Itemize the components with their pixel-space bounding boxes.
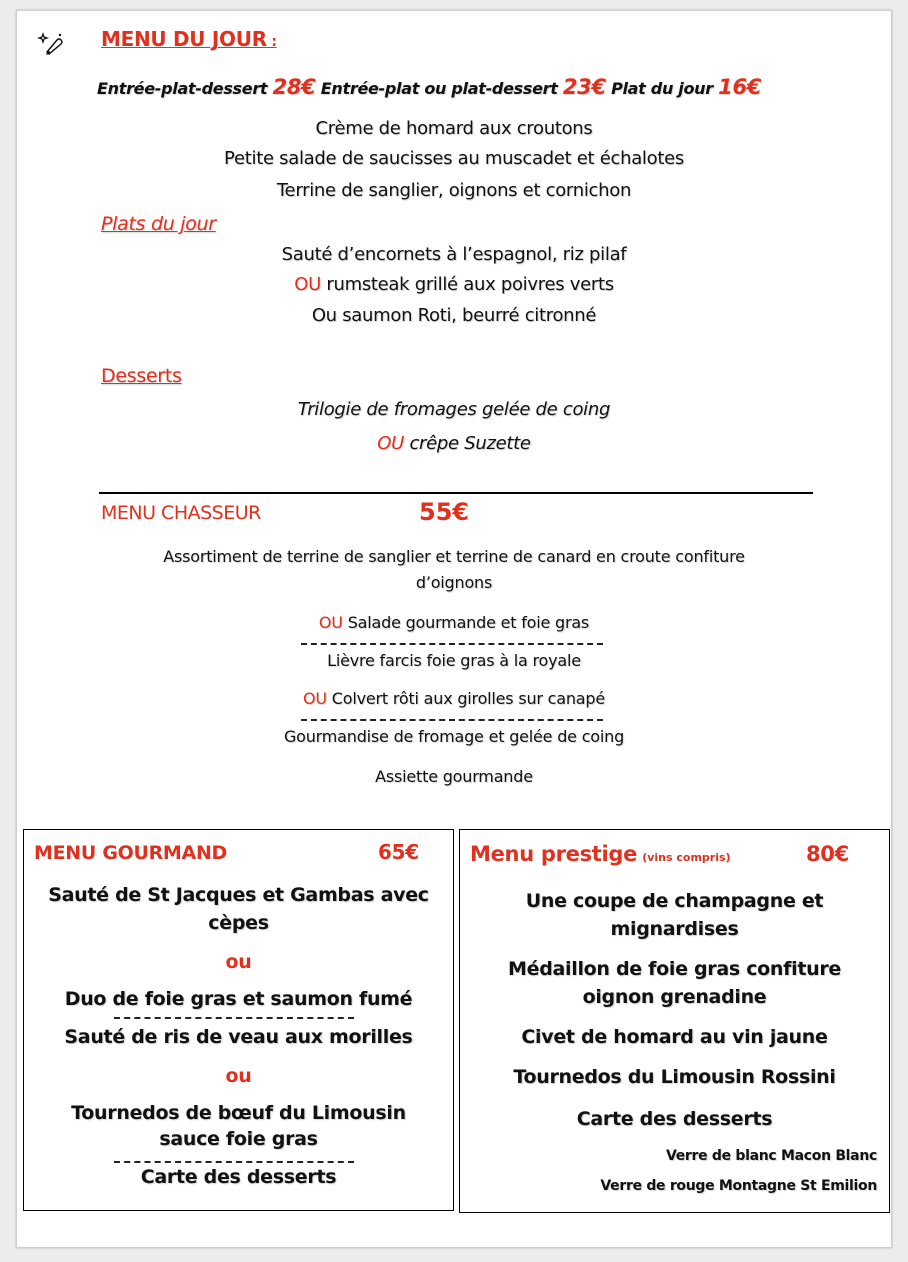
chasseur-line-5 bbox=[17, 689, 891, 708]
prestige-line-1: Une coupe de champagne et bbox=[525, 890, 824, 912]
prestige-line-2: Médaillon de foie gras confiture bbox=[508, 958, 841, 980]
menu-du-jour-title-text: MENU DU JOUR bbox=[101, 27, 267, 51]
formula-2-label: Entrée-plat ou plat-dessert bbox=[320, 79, 558, 98]
menu-chasseur-price: 55€ bbox=[419, 498, 470, 526]
menu-du-jour-title bbox=[101, 27, 277, 51]
menu-du-jour-title-suffix: : bbox=[266, 34, 277, 50]
plat-2 bbox=[17, 274, 891, 295]
chasseur-line-1: Assortiment de terrine de sanglier et terrine de canard en croute confiture bbox=[163, 547, 745, 566]
entree-1: Crème de homard aux croutons bbox=[315, 118, 593, 139]
prestige-line-5: Carte des desserts bbox=[576, 1108, 773, 1130]
gourmand-line-1: Sauté de St Jacques et Gambas avec bbox=[48, 884, 429, 906]
plat-3: Ou saumon Roti, beurré citronné bbox=[311, 305, 597, 326]
chasseur-line-3 bbox=[17, 613, 891, 632]
entree-2: Petite salade de saucisses au muscadet et échalotes bbox=[224, 148, 684, 169]
magic-wand-sparkle-icon[interactable] bbox=[37, 31, 65, 59]
gourmand-line-4: Tournedos de bœuf du Limousin bbox=[71, 1102, 406, 1124]
gourmand-line-5: Carte des desserts bbox=[140, 1166, 337, 1188]
plat-2-text: rumsteak grillé aux poivres verts bbox=[320, 274, 614, 295]
dessert-2-text: crêpe Suzette bbox=[404, 433, 531, 454]
menu-prestige-heading bbox=[470, 842, 731, 866]
menu-chasseur-title: MENU CHASSEUR bbox=[101, 502, 261, 524]
formula-3-label: Plat du jour bbox=[611, 79, 713, 98]
prestige-line-3: Civet de homard au vin jaune bbox=[521, 1026, 828, 1048]
gourmand-dashed-divider-1 bbox=[114, 1017, 354, 1019]
menu-prestige-box bbox=[459, 829, 890, 1213]
menu-prestige-title: Menu prestige bbox=[470, 842, 638, 866]
formula-1-price: 28€ bbox=[272, 75, 316, 99]
menu-prestige-price: 80€ bbox=[806, 842, 849, 866]
menu-prestige-note: (vins compris) bbox=[642, 851, 731, 864]
prestige-line-1b: mignardises bbox=[610, 918, 739, 940]
chasseur-dashed-divider-2 bbox=[301, 719, 603, 721]
menu-gourmand-box bbox=[23, 829, 454, 1211]
prestige-wine-1: Verre de blanc Macon Blanc bbox=[665, 1148, 877, 1164]
dessert-2 bbox=[17, 433, 891, 454]
plats-du-jour-heading: Plats du jour bbox=[101, 213, 216, 235]
gourmand-dashed-divider-2 bbox=[114, 1161, 354, 1163]
dessert-1: Trilogie de fromages gelée de coing bbox=[297, 399, 611, 420]
entree-3: Terrine de sanglier, oignons et cornichon bbox=[276, 180, 632, 201]
section-divider bbox=[99, 492, 813, 494]
gourmand-ou-2: ou bbox=[225, 1065, 252, 1087]
gourmand-ou-1: ou bbox=[225, 951, 252, 973]
dessert-2-ou: OU bbox=[377, 433, 405, 454]
prestige-wine-2: Verre de rouge Montagne St Emilion bbox=[600, 1178, 877, 1194]
chasseur-line-3-text: Salade gourmande et foie gras bbox=[342, 613, 590, 632]
menu-du-jour-prices bbox=[97, 75, 857, 99]
prestige-line-4: Tournedos du Limousin Rossini bbox=[513, 1066, 836, 1088]
chasseur-line-7: Assiette gourmande bbox=[375, 767, 533, 786]
plat-1: Sauté d’encornets à l’espagnol, riz pilaf bbox=[281, 244, 627, 265]
chasseur-ou-2: OU bbox=[302, 689, 327, 708]
menu-page bbox=[16, 10, 892, 1248]
gourmand-line-1b: cèpes bbox=[208, 912, 269, 934]
chasseur-line-6: Gourmandise de fromage et gelée de coing bbox=[283, 727, 625, 746]
formula-1-label: Entrée-plat-dessert bbox=[97, 79, 268, 98]
chasseur-line-4: Lièvre farcis foie gras à la royale bbox=[327, 651, 581, 670]
chasseur-ou-1: OU bbox=[318, 613, 343, 632]
formula-3-price: 16€ bbox=[718, 75, 762, 99]
prestige-line-2b: oignon grenadine bbox=[582, 986, 767, 1008]
gourmand-line-2: Duo de foie gras et saumon fumé bbox=[64, 988, 413, 1010]
formula-2-price: 23€ bbox=[562, 75, 606, 99]
gourmand-line-3: Sauté de ris de veau aux morilles bbox=[64, 1026, 413, 1048]
plat-2-ou: OU bbox=[294, 274, 321, 295]
chasseur-line-5-text: Colvert rôti aux girolles sur canapé bbox=[326, 689, 606, 708]
gourmand-line-4b: sauce foie gras bbox=[159, 1128, 318, 1150]
menu-gourmand-price: 65€ bbox=[378, 840, 419, 864]
chasseur-line-2: d’oignons bbox=[415, 573, 493, 592]
desserts-heading: Desserts bbox=[101, 365, 182, 387]
menu-gourmand-title: MENU GOURMAND bbox=[34, 842, 228, 864]
chasseur-dashed-divider-1 bbox=[301, 643, 603, 645]
